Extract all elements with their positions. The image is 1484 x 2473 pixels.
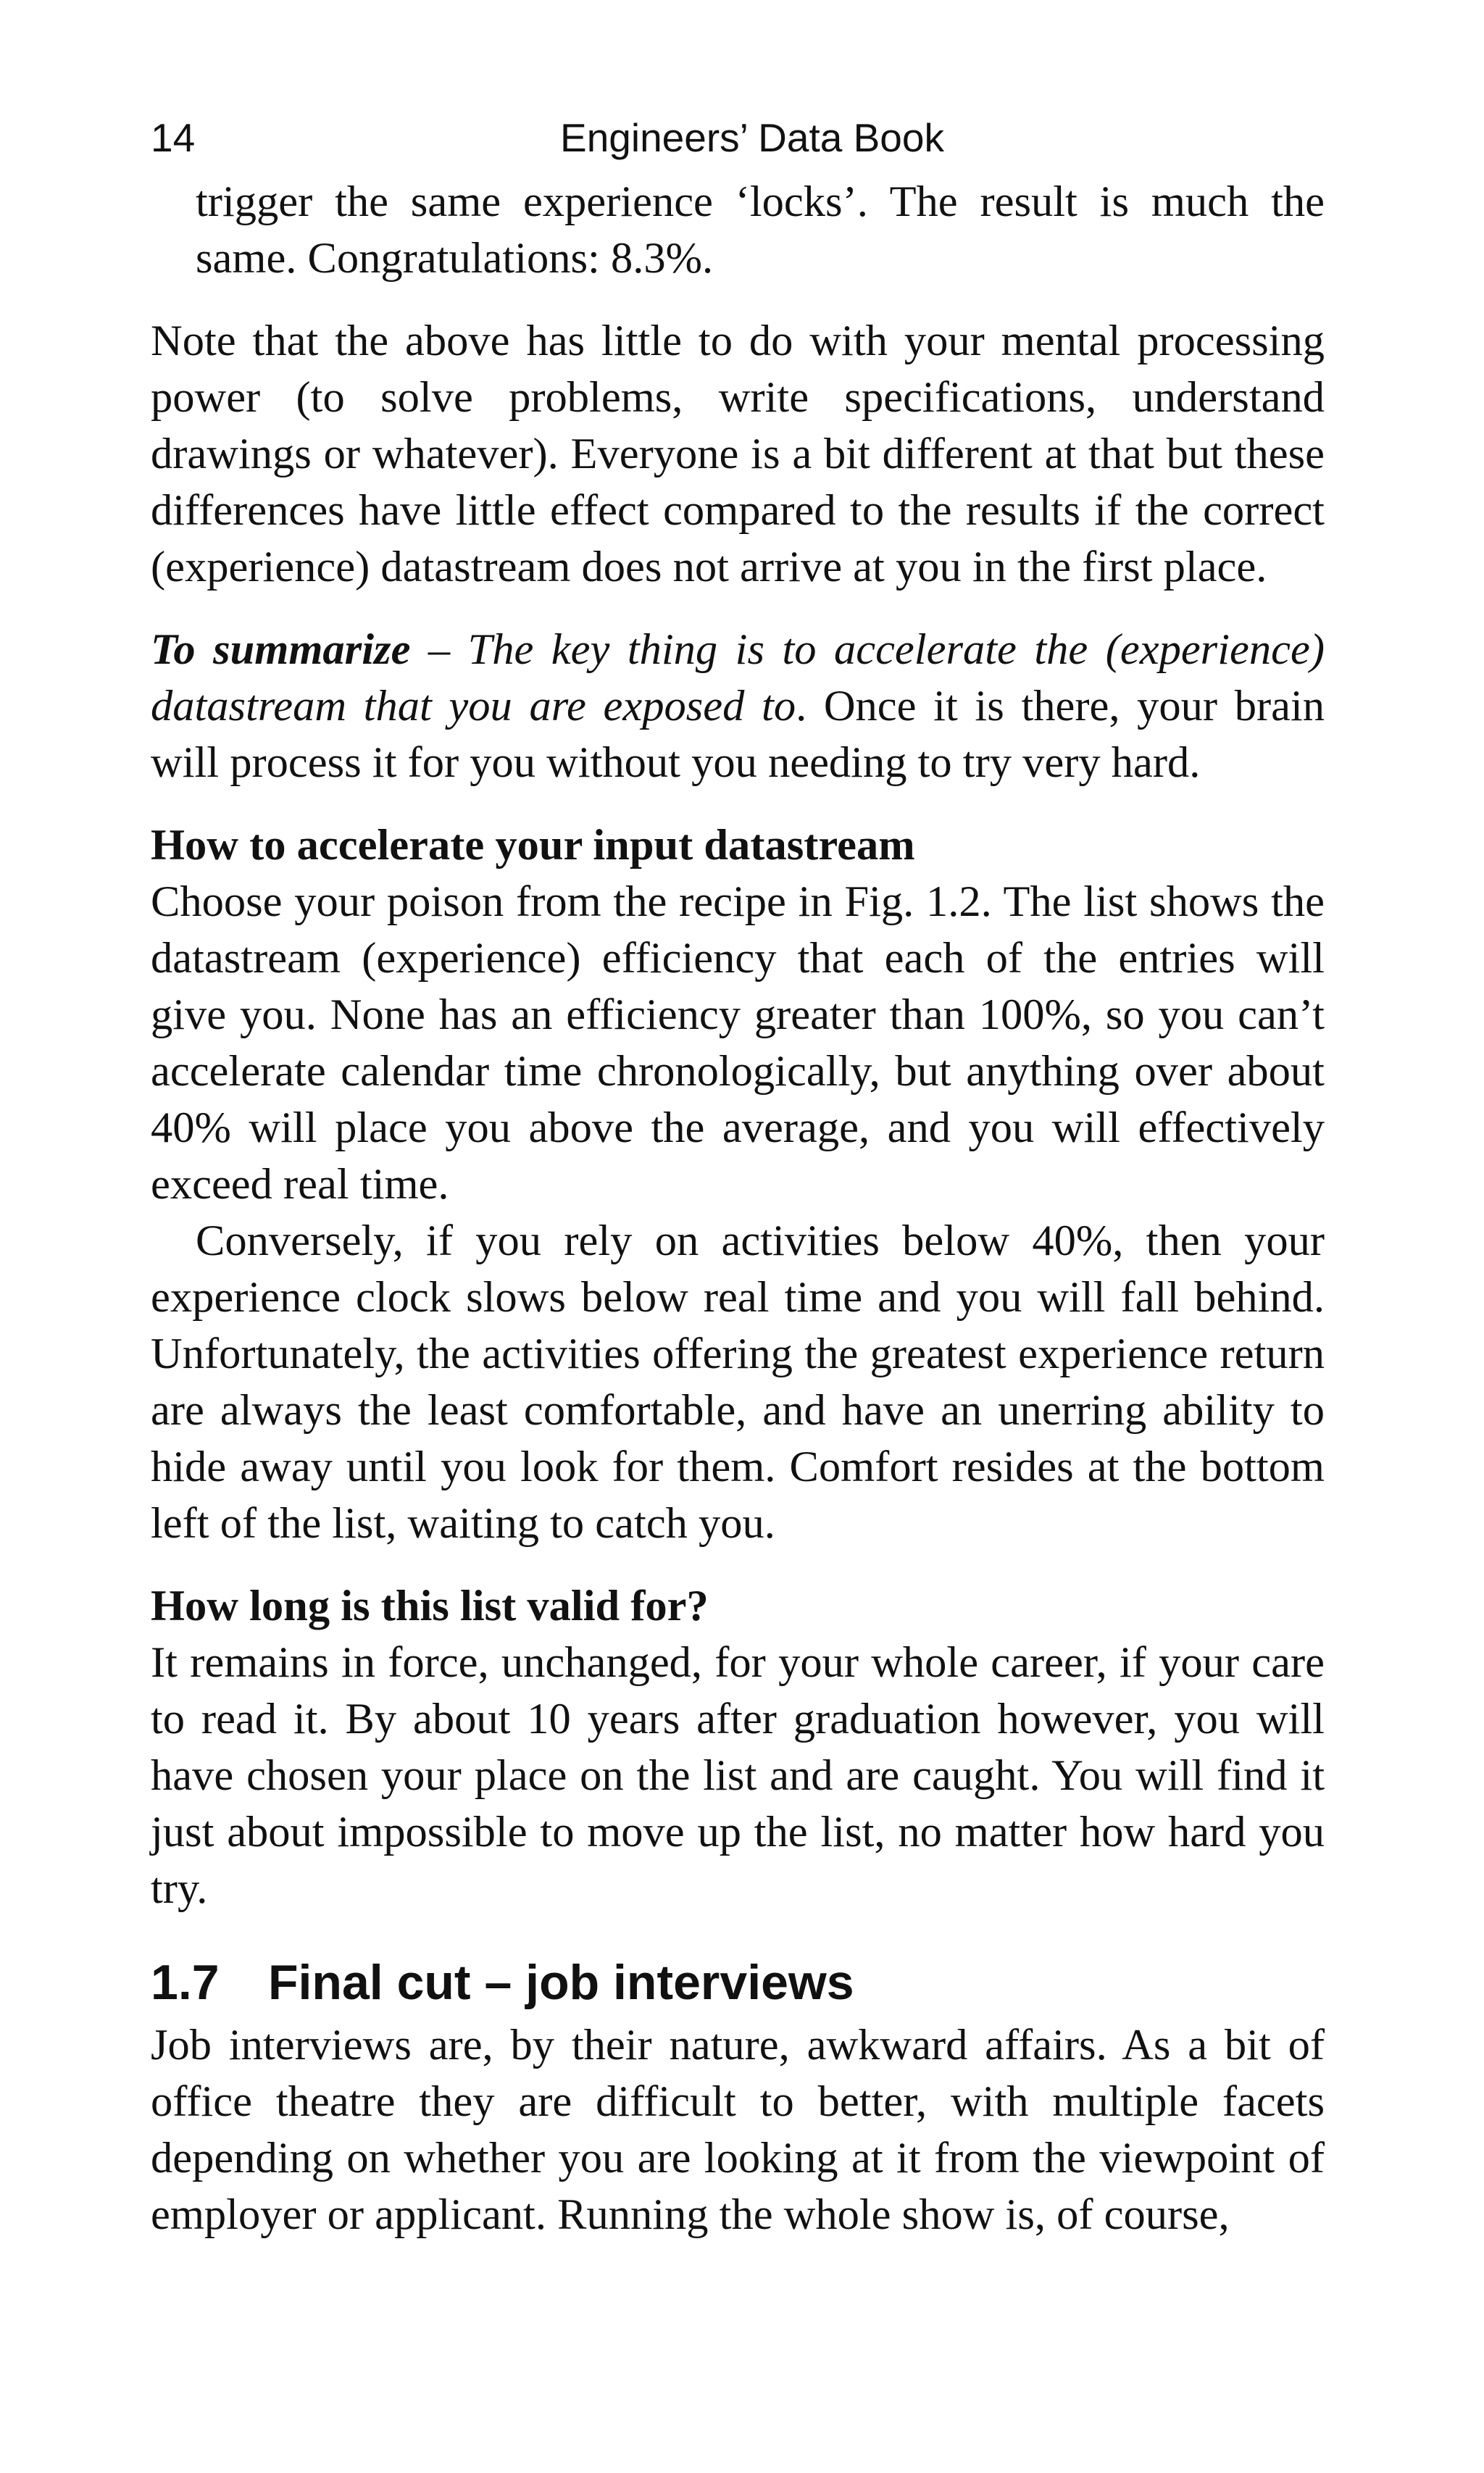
- subheading-accelerate: How to accelerate your input datastream: [151, 821, 915, 869]
- summary-rest-text: . Once it is there, your brain will process it for you without you needing to try very hard.: [151, 682, 1325, 787]
- paragraph-conversely: Conversely, if you rely on activities below 40%, then your experience clock slows below real time and you will fall behind. Unfortunately, the activities offering the greatest experience return are always the least comfortable, and have an unerring ability to hide away until you look for them. Comfort resides at the bottom left of the list, waiting to catch you.: [151, 1217, 1325, 1548]
- section-number: 1.7: [151, 1955, 220, 2010]
- paragraph-continued: trigger the same experience ‘locks’. The result is much the same. Congratulations: 8.3%.: [196, 178, 1325, 283]
- page-number: 14: [151, 115, 196, 160]
- paragraph-summary: [151, 622, 1325, 791]
- subheading-valid: How long is this list valid for?: [151, 1582, 709, 1630]
- book-title: Engineers’ Data Book: [560, 115, 944, 160]
- running-head: [151, 109, 1325, 167]
- summary-italic-text: The key thing is to accelerate the (experience) datastream that you are exposed to: [151, 625, 1325, 730]
- paragraph-note: Note that the above has little to do with your mental processing power (to solve problems, write specifications, understand drawings or whatever). Everyone is a bit different at that but these differences have little effect compared to the results if the correct (experience) datastream does not arrive at you in the first place.: [151, 317, 1325, 591]
- summary-dash: –: [410, 625, 468, 674]
- section-heading: [151, 1952, 1325, 2013]
- paragraph-valid: It remains in force, unchanged, for your whole career, if your care to read it. By about 10 years after graduation however, you will have chosen your place on the list and are caught. You will find it just about impossible to move up the list, no matter how hard you try.: [151, 1638, 1325, 1913]
- paragraph-accelerate: Choose your poison from the recipe in Fig. 1.2. The list shows the datastream (experience) efficiency that each of the entries will give you. None has an efficiency greater than 100%, so you can’t accelerate calendar time chronologically, but anything over about 40% will place you above the average, and you will effectively exceed real time.: [151, 877, 1325, 1209]
- book-page: [151, 109, 1325, 2243]
- body-text: [151, 174, 1325, 2243]
- summary-lead: To summarize: [151, 625, 411, 674]
- section-title: Final cut – job interviews: [268, 1955, 854, 2010]
- paragraph-interviews: Job interviews are, by their nature, awkward affairs. As a bit of office theatre they are difficult to better, with multiple facets depending on whether you are looking at it from the viewpoint of employer or applicant. Running the whole show is, of course,: [151, 2021, 1325, 2239]
